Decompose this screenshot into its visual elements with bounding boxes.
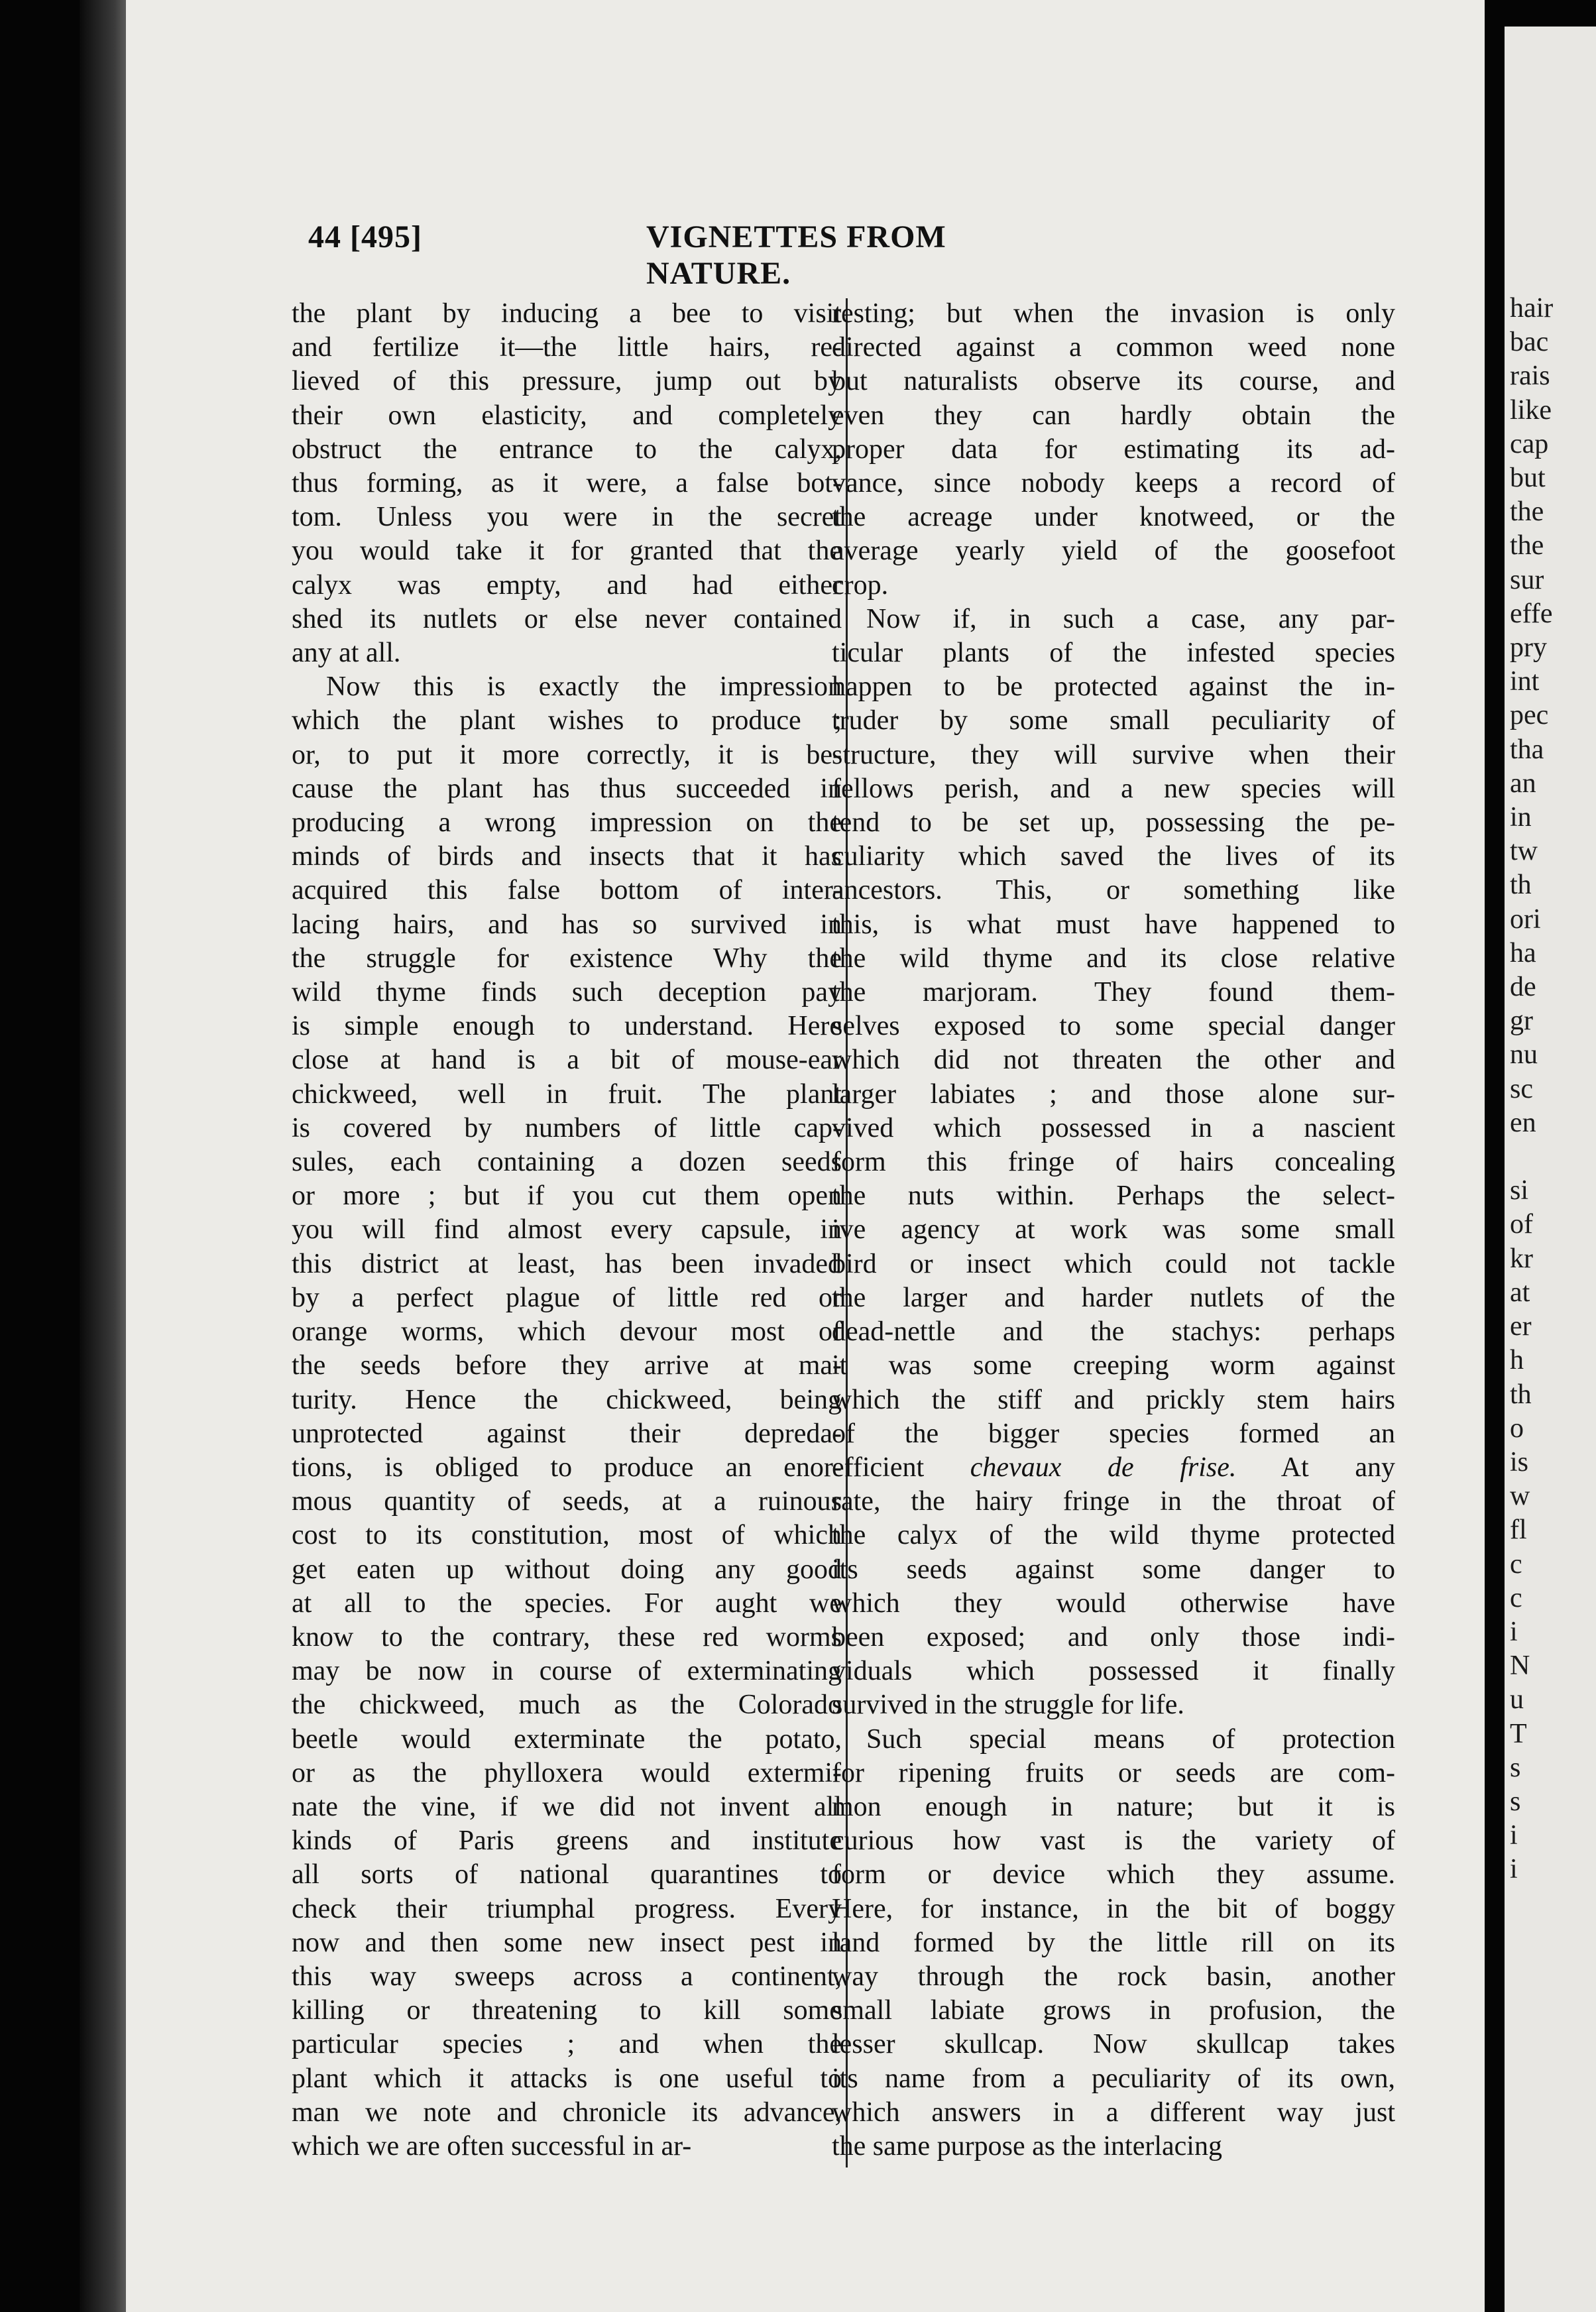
text-line: ancestors. This, or something like: [832, 875, 1395, 906]
adjacent-page-text: effe: [1510, 598, 1553, 629]
adjacent-page-text: in: [1510, 802, 1532, 833]
adjacent-page-text: is: [1510, 1446, 1529, 1477]
adjacent-page-text: int: [1510, 666, 1540, 697]
text-line: by a perfect plague of little red or: [292, 1282, 842, 1313]
text-line: minds of birds and insects that it has: [292, 841, 842, 872]
text-line: truder by some small peculiarity of: [832, 705, 1395, 736]
adjacent-page-text: N: [1510, 1650, 1530, 1682]
text-line: you would take it for granted that the: [292, 536, 842, 567]
text-line: this way sweeps across a continent,: [292, 1961, 842, 1992]
text-line: vance, since nobody keeps a record of: [832, 468, 1395, 499]
text-line: form this fringe of hairs concealing: [832, 1147, 1395, 1178]
text-line: the larger and harder nutlets of the: [832, 1282, 1395, 1313]
text-line: obstruct the entrance to the calyx,: [292, 434, 842, 465]
text-line: curious how vast is the variety of: [832, 1825, 1395, 1857]
adjacent-page-text: c: [1510, 1548, 1522, 1580]
text-line: nate the vine, if we did not invent all: [292, 1791, 842, 1822]
text-line: fellows perish, and a new species will: [832, 773, 1395, 804]
text-line: rate, the hairy fringe in the throat of: [832, 1486, 1395, 1517]
text-line: may be now in course of exterminating: [292, 1656, 842, 1687]
text-line: Now if, in such a case, any par-: [866, 603, 1395, 634]
left-column: [292, 297, 842, 2164]
text-line: acquired this false bottom of inter-: [292, 875, 842, 906]
text-line: plant which it attacks is one useful to: [292, 2063, 842, 2094]
text-line: the acreage under knotweed, or the: [832, 502, 1395, 533]
text-line: producing a wrong impression on the: [292, 807, 842, 838]
text-line: or more ; but if you cut them open: [292, 1181, 842, 1212]
adjacent-page-text: pry: [1510, 632, 1547, 664]
text-line: particular species ; and when the: [292, 2029, 842, 2060]
text-line: wild thyme finds such deception pay: [292, 977, 842, 1008]
text-line: shed its nutlets or else never contained: [292, 603, 842, 634]
text-line: and fertilize it—the little hairs, re-: [292, 332, 842, 363]
adjacent-page-text: gr: [1510, 1006, 1533, 1037]
text-line: their own elasticity, and completely: [292, 400, 842, 431]
text-line: now and then some new insect pest in: [292, 1927, 842, 1958]
text-line: structure, they will survive when their: [832, 739, 1395, 770]
italic-phrase: chevaux de frise.: [970, 1452, 1237, 1483]
adjacent-page-text: but: [1510, 463, 1546, 494]
right-column: [832, 297, 1395, 2164]
text-line: selves exposed to some special danger: [832, 1011, 1395, 1042]
text-line: the nuts within. Perhaps the select-: [832, 1181, 1395, 1212]
adjacent-page-fragment: [1505, 27, 1596, 2312]
text-line: or, to put it more correctly, it is be-: [292, 739, 842, 770]
adjacent-page-text: cap: [1510, 428, 1549, 459]
adjacent-page-text: ha: [1510, 937, 1536, 968]
text-line: any at all.: [292, 638, 401, 669]
text-line: Now this is exactly the impression: [326, 671, 842, 703]
adjacent-page-text: kr: [1510, 1243, 1533, 1274]
text-line: bird or insect which could not tackle: [832, 1248, 1395, 1279]
text-line: way through the rock basin, another: [832, 1961, 1395, 1992]
adjacent-page-text: i: [1510, 1854, 1518, 1885]
adjacent-page-text: er: [1510, 1311, 1532, 1342]
adjacent-page-text: de: [1510, 972, 1536, 1003]
text-line: killing or threatening to kill some: [292, 1995, 842, 2026]
text-line: for ripening fruits or seeds are com-: [832, 1757, 1395, 1788]
text-line: the plant by inducing a bee to visit: [292, 298, 842, 329]
text-line: cause the plant has thus succeeded in: [292, 773, 842, 804]
adjacent-page-text: T: [1510, 1718, 1527, 1749]
text-line: the chickweed, much as the Colorado: [292, 1690, 842, 1721]
text-line: check their triumphal progress. Every: [292, 1893, 842, 1924]
adjacent-page-text: ori: [1510, 903, 1541, 935]
text-line: or as the phylloxera would extermi-: [292, 1757, 842, 1788]
text-line: which the stiff and prickly stem hairs: [832, 1384, 1395, 1415]
adjacent-page-text: the: [1510, 496, 1544, 528]
text-line: resting; but when the invasion is only: [832, 298, 1395, 329]
text-line: know to the contrary, these red worms: [292, 1621, 842, 1652]
text-line: calyx was empty, and had either: [292, 569, 842, 601]
adjacent-page-text: like: [1510, 394, 1552, 426]
text-line: its name from a peculiarity of its own,: [832, 2063, 1395, 2094]
text-line: is covered by numbers of little cap-: [292, 1112, 842, 1143]
text-line: tions, is obliged to produce an enor-: [292, 1452, 842, 1483]
text-line: dead-nettle and the stachys: perhaps: [832, 1316, 1395, 1348]
text-line: you will find almost every capsule, in: [292, 1214, 842, 1245]
adjacent-page-text: si: [1510, 1175, 1529, 1206]
text-line: proper data for estimating its ad-: [832, 434, 1395, 465]
text-line: of the bigger species formed an: [832, 1418, 1395, 1449]
text-line: average yearly yield of the goosefoot: [832, 536, 1395, 567]
adjacent-page-text: u: [1510, 1684, 1524, 1715]
text-line: at all to the species. For aught we: [292, 1588, 842, 1619]
text-line: [832, 1451, 1395, 1485]
adjacent-page-text: pec: [1510, 700, 1549, 731]
text-line: the struggle for existence Why the: [292, 943, 842, 974]
text-line: it was some creeping worm against: [832, 1350, 1395, 1381]
adjacent-page-text: tw: [1510, 836, 1538, 867]
text-line: all sorts of national quarantines to: [292, 1859, 842, 1890]
text-line: this district at least, has been invaded: [292, 1248, 842, 1279]
adjacent-page-text: w: [1510, 1481, 1530, 1512]
text-line: which answers in a different way just: [832, 2097, 1395, 2128]
text-line: sules, each containing a dozen seeds: [292, 1147, 842, 1178]
text-line: get eaten up without doing any good: [292, 1554, 842, 1585]
text-line: even they can hardly obtain the: [832, 400, 1395, 431]
text-line: crop.: [832, 569, 889, 601]
text-line: man we note and chronicle its advance,: [292, 2097, 842, 2128]
text-line: orange worms, which devour most of: [292, 1316, 842, 1348]
text-line: directed against a common weed none: [832, 332, 1395, 363]
text-line: mous quantity of seeds, at a ruinous: [292, 1486, 842, 1517]
adjacent-page-text: bac: [1510, 327, 1549, 358]
adjacent-page-text: s: [1510, 1752, 1521, 1783]
text-line: turity. Hence the chickweed, being: [292, 1384, 842, 1415]
text-line: is simple enough to understand. Here: [292, 1011, 842, 1042]
adjacent-page-text: i: [1510, 1820, 1518, 1851]
adjacent-page-text: an: [1510, 768, 1536, 799]
adjacent-page-text: nu: [1510, 1039, 1538, 1070]
text-line: but naturalists observe its course, and: [832, 366, 1395, 397]
text-line: been exposed; and only those indi-: [832, 1621, 1395, 1652]
text-line: larger labiates ; and those alone sur-: [832, 1078, 1395, 1110]
text-line: thus forming, as it were, a false bot-: [292, 468, 842, 499]
text-fragment: efficient: [832, 1452, 970, 1483]
adjacent-page-text: hair: [1510, 293, 1554, 323]
adjacent-page-text: rais: [1510, 361, 1550, 392]
adjacent-page-text: [1505, 1140, 1553, 1174]
adjacent-page-text: sc: [1510, 1073, 1533, 1104]
running-title: VIGNETTES FROM NATURE.: [646, 219, 946, 291]
text-line: lesser skullcap. Now skullcap takes: [832, 2029, 1395, 2060]
text-line: the calyx of the wild thyme protected: [832, 1520, 1395, 1551]
adjacent-page-text: o: [1510, 1413, 1524, 1444]
text-line: which did not threaten the other and: [832, 1045, 1395, 1076]
text-line: which the plant wishes to produce ;: [292, 705, 842, 736]
text-fragment: At any: [1236, 1452, 1395, 1483]
adjacent-page-text: fl: [1510, 1515, 1527, 1546]
text-line: the same purpose as the interlacing: [832, 2130, 1222, 2162]
text-line: viduals which possessed it finally: [832, 1656, 1395, 1687]
text-line: this, is what must have happened to: [832, 909, 1395, 940]
text-line: which we are often successful in ar-: [292, 2130, 692, 2162]
text-line: its seeds against some danger to: [832, 1554, 1395, 1585]
text-line: tend to be set up, possessing the pe-: [832, 807, 1395, 838]
adjacent-page-text: tha: [1510, 734, 1544, 765]
text-line: tom. Unless you were in the secret: [292, 502, 842, 533]
text-line: mon enough in nature; but it is: [832, 1791, 1395, 1822]
text-line: ticular plants of the infested species: [832, 638, 1395, 669]
text-line: the wild thyme and its close relative: [832, 943, 1395, 974]
text-line: vived which possessed in a nascient: [832, 1112, 1395, 1143]
adjacent-page-text: th: [1510, 1379, 1532, 1410]
text-line: close at hand is a bit of mouse-ear: [292, 1045, 842, 1076]
running-head: [308, 219, 1090, 291]
text-line: lacing hairs, and has so survived in: [292, 909, 842, 940]
text-line: beetle would exterminate the potato,: [292, 1723, 842, 1755]
text-line: Such special means of protection: [866, 1723, 1395, 1755]
text-line: chickweed, well in fruit. The plant: [292, 1078, 842, 1110]
text-line: Here, for instance, in the bit of boggy: [832, 1893, 1395, 1924]
text-line: small labiate grows in profusion, the: [832, 1995, 1395, 2026]
adjacent-page-text: of: [1510, 1209, 1533, 1240]
text-line: form or device which they assume.: [832, 1859, 1395, 1890]
adjacent-page-text: the: [1510, 530, 1544, 561]
adjacent-page-text: at: [1510, 1277, 1530, 1308]
adjacent-page-text: s: [1510, 1786, 1521, 1817]
text-line: culiarity which saved the lives of its: [832, 841, 1395, 872]
text-line: survived in the struggle for life.: [832, 1690, 1184, 1721]
adjacent-page-text: th: [1510, 870, 1532, 901]
text-line: lieved of this pressure, jump out by: [292, 366, 842, 397]
text-line: kinds of Paris greens and institute: [292, 1825, 842, 1857]
text-line: cost to its constitution, most of which: [292, 1520, 842, 1551]
page-number: 44 [495]: [308, 219, 422, 255]
adjacent-page-text: en: [1510, 1107, 1536, 1138]
adjacent-page-text: h: [1510, 1345, 1524, 1376]
text-line: the marjoram. They found them-: [832, 977, 1395, 1008]
text-line: the seeds before they arrive at ma-: [292, 1350, 842, 1381]
text-line: which they would otherwise have: [832, 1588, 1395, 1619]
text-line: unprotected against their depreda-: [292, 1418, 842, 1449]
adjacent-page-text: sur: [1510, 564, 1544, 595]
adjacent-page-text: c: [1510, 1582, 1522, 1613]
text-line: happen to be protected against the in-: [832, 671, 1395, 703]
text-line: land formed by the little rill on its: [832, 1927, 1395, 1958]
adjacent-page-text: i: [1510, 1616, 1518, 1647]
text-line: ive agency at work was some small: [832, 1214, 1395, 1245]
